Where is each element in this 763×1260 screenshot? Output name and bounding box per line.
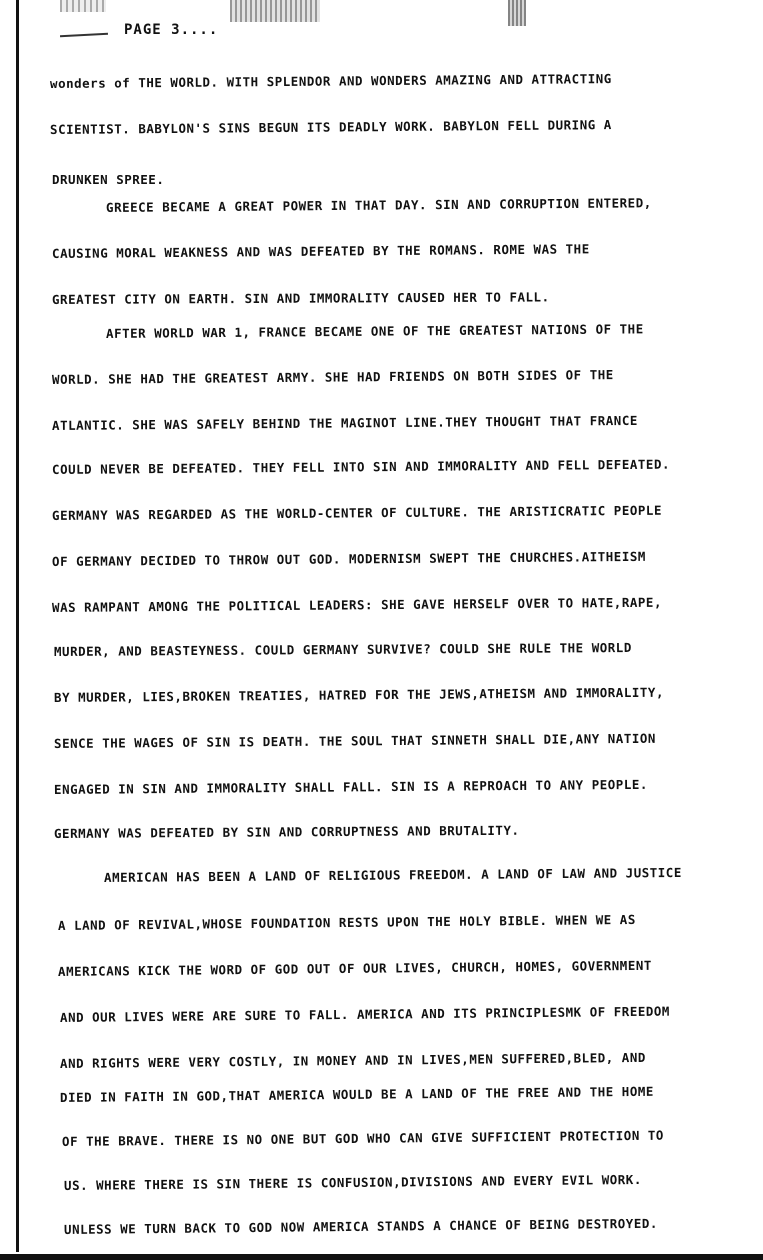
text-line: AMERICANS KICK THE WORD OF GOD OUT OF OUR LIVES, CHURCH, HOMES, GOVERNMENT [57, 957, 652, 979]
text-line: WAS RAMPANT AMONG THE POLITICAL LEADERS: SHE GAVE HERSELF OVER TO HATE,RAPE, [51, 594, 662, 615]
scan-artifact [230, 0, 320, 22]
text-line: CAUSING MORAL WEAKNESS AND WAS DEFEATED BY THE ROMANS. ROME WAS THE [51, 241, 590, 261]
text-line: GREECE BECAME A GREAT POWER IN THAT DAY. SIN AND CORRUPTION ENTERED, [105, 195, 652, 215]
text-line: US. WHERE THERE IS SIN THERE IS CONFUSION,DIVISIONS AND EVERY EVIL WORK. [63, 1171, 642, 1193]
text-line: SCIENTIST. BABYLON'S SINS BEGUN ITS DEADLY WORK. BABYLON FELL DURING A [49, 117, 612, 137]
text-line: DRUNKEN SPREE. [52, 172, 165, 187]
left-border [16, 0, 19, 1252]
text-line: wonders of THE WORLD. WITH SPLENDOR AND WONDERS AMAZING AND ATTRACTING [49, 71, 612, 91]
text-line: WORLD. SHE HAD THE GREATEST ARMY. SHE HAD FRIENDS ON BOTH SIDES OF THE [51, 367, 614, 387]
text-line: AND OUR LIVES WERE ARE SURE TO FALL. AMERICA AND ITS PRINCIPLESMK OF FREEDOM [59, 1003, 670, 1025]
text-line: A LAND OF REVIVAL,WHOSE FOUNDATION RESTS UPON THE HOLY BIBLE. WHEN WE AS [57, 911, 636, 933]
text-line: COULD NEVER BE DEFEATED. THEY FELL INTO SIN AND IMMORALITY AND FELL DEFEATED. [51, 456, 671, 477]
text-line: OF THE BRAVE. THERE IS NO ONE BUT GOD WHO CAN GIVE SUFFICIENT PROTECTION TO [61, 1127, 664, 1149]
text-line: SENCE THE WAGES OF SIN IS DEATH. THE SOUL THAT SINNETH SHALL DIE,ANY NATION [53, 730, 656, 751]
text-line: DIED IN FAITH IN GOD,THAT AMERICA WOULD BE A LAND OF THE FREE AND THE HOME [59, 1083, 654, 1105]
text-line: GERMANY WAS DEFEATED BY SIN AND CORRUPTNESS AND BRUTALITY. [53, 822, 520, 841]
scan-artifact [60, 0, 106, 12]
text-line: GERMANY WAS REGARDED AS THE WORLD-CENTER OF CULTURE. THE ARISTICRATIC PEOPLE [51, 502, 662, 523]
text-line: BY MURDER, LIES,BROKEN TREATIES, HATRED FOR THE JEWS,ATHEISM AND IMMORALITY, [53, 684, 664, 705]
bottom-border [0, 1254, 763, 1260]
text-line: AND RIGHTS WERE VERY COSTLY, IN MONEY AND IN LIVES,MEN SUFFERED,BLED, AND [59, 1049, 646, 1071]
text-line: GREATEST CITY ON EARTH. SIN AND IMMORALITY CAUSED HER TO FALL. [51, 289, 550, 307]
text-line: ATLANTIC. SHE WAS SAFELY BEHIND THE MAGINOT LINE.THEY THOUGHT THAT FRANCE [51, 412, 638, 433]
page-number: PAGE 3.... [124, 22, 219, 38]
scan-artifact [508, 0, 526, 26]
text-line: OF GERMANY DECIDED TO THROW OUT GOD. MODERNISM SWEPT THE CHURCHES.AITHEISM [51, 548, 646, 569]
scan-artifact [60, 33, 108, 38]
text-line: AMERICAN HAS BEEN A LAND OF RELIGIOUS FREEDOM. A LAND OF LAW AND JUSTICE [103, 864, 682, 885]
text-line: UNLESS WE TURN BACK TO GOD NOW AMERICA STANDS A CHANCE OF BEING DESTROYED. [63, 1215, 658, 1237]
text-line: ENGAGED IN SIN AND IMMORALITY SHALL FALL. SIN IS A REPROACH TO ANY PEOPLE. [53, 776, 648, 797]
text-line: AFTER WORLD WAR 1, FRANCE BECAME ONE OF THE GREATEST NATIONS OF THE [105, 321, 644, 341]
text-line: MURDER, AND BEASTEYNESS. COULD GERMANY SURVIVE? COULD SHE RULE THE WORLD [53, 639, 632, 659]
